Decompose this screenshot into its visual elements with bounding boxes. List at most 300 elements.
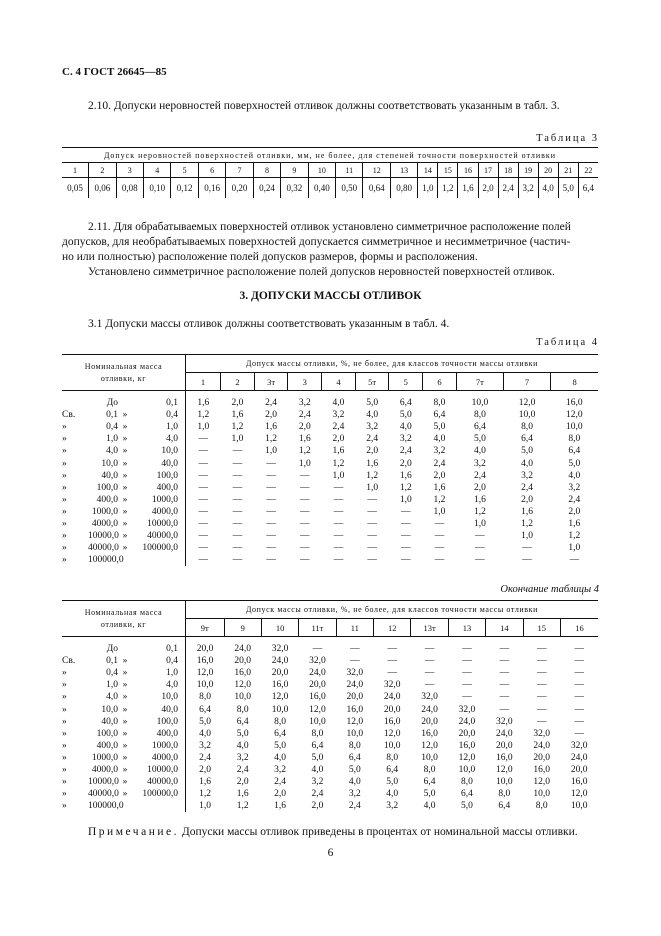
tolerance-cell: 6,4: [433, 410, 446, 421]
tolerance-cell: 2,4: [366, 434, 379, 445]
tolerance-cell: 24,0: [271, 656, 289, 667]
tolerance-cell: 20,0: [309, 680, 326, 691]
mass-range-cell: [62, 655, 186, 667]
table3-col-header: 12: [363, 163, 390, 178]
table-row: [62, 703, 598, 715]
mass-range-part: 10,0: [101, 458, 118, 469]
mass-range-part: »: [122, 704, 128, 715]
tolerance-cell: —: [536, 656, 547, 667]
mass-range-cell: [62, 457, 186, 469]
mass-range-part: 100000,0: [142, 543, 178, 554]
mass-range-cell: [62, 482, 186, 494]
tolerance-cell: 10,0: [458, 764, 476, 775]
tolerance-cell: —: [333, 543, 344, 554]
page-number: 6: [327, 847, 334, 859]
tolerance-cell: —: [536, 668, 547, 679]
table-row: [62, 728, 598, 740]
mass-range-cell: [62, 530, 186, 542]
tolerance-cell: —: [424, 644, 435, 655]
table4b-class-header: 15: [523, 619, 560, 637]
tolerance-cell: —: [367, 531, 377, 542]
table3-col-header: 6: [198, 163, 225, 178]
tolerance-cell: 12,0: [496, 764, 513, 775]
table4-class-header: 5: [389, 373, 423, 391]
tolerance-cell: 2,4: [521, 482, 533, 493]
tolerance-cell: —: [198, 531, 209, 542]
tolerance-cell: 16,0: [533, 764, 550, 775]
mass-range-cell: [62, 542, 186, 554]
tolerance-cell: —: [232, 506, 243, 517]
note-text: Допуски массы отливок приведены в процентах от номинальной массы отливки.: [181, 826, 578, 838]
tolerance-cell: 1,6: [197, 398, 210, 409]
tolerance-cell: 16,0: [309, 692, 326, 703]
tolerance-cell: 3,2: [199, 740, 211, 751]
tolerance-cell: 3,2: [366, 422, 379, 433]
tolerance-cell: 5,0: [461, 801, 473, 812]
table3-cell: 0,16: [198, 178, 225, 199]
tolerance-cell: —: [536, 644, 547, 655]
tolerance-cell: 1,6: [231, 410, 244, 421]
mass-range-part: »: [122, 494, 128, 505]
mass-range-part: 10,0: [161, 692, 178, 703]
tolerance-cell: —: [350, 644, 360, 655]
tolerance-cell: —: [462, 692, 472, 703]
tolerance-cell: 1,0: [521, 531, 533, 542]
mass-range-part: 1000,0: [151, 740, 178, 751]
table-row: [62, 667, 598, 679]
tolerance-cell: 4,0: [348, 777, 361, 788]
tolerance-cell: 5,0: [399, 410, 412, 421]
tolerance-cell: 2,0: [568, 506, 581, 517]
tolerance-cell: 24,0: [570, 752, 588, 763]
table3-col-header: 1: [62, 163, 89, 178]
table4-name-header-line2: отливки, кг: [100, 373, 147, 383]
tolerance-cell: 24,0: [346, 680, 364, 691]
tolerance-cell: —: [300, 482, 310, 493]
mass-range-part: 100,0: [156, 716, 178, 727]
tolerance-cell: —: [232, 458, 243, 469]
tolerance-cell: —: [198, 482, 209, 493]
mass-range-part: 40,0: [101, 470, 118, 481]
tolerance-cell: 6,4: [568, 446, 581, 457]
mass-range-part: »: [62, 494, 67, 505]
table4b-class-header: 11: [336, 619, 373, 637]
note-label: Примечание.: [88, 826, 179, 838]
tolerance-cell: —: [232, 543, 243, 554]
tolerance-cell: —: [266, 555, 276, 566]
tolerance-cell: —: [475, 543, 485, 554]
table-row: [62, 445, 598, 457]
tolerance-cell: 6,4: [399, 398, 412, 409]
mass-range-cell: [62, 518, 186, 530]
table4-class-header: 7т: [456, 373, 503, 391]
table4b-class-header: 9: [224, 619, 261, 637]
tolerance-cell: 1,2: [298, 446, 311, 457]
tolerance-cell: —: [266, 470, 276, 481]
mass-range-part: 400,0: [96, 740, 118, 751]
tolerance-cell: 24,0: [309, 668, 326, 679]
tolerance-cell: 24,0: [458, 716, 476, 727]
tolerance-cell: —: [387, 656, 397, 667]
tolerance-cell: 24,0: [533, 740, 550, 751]
tolerance-cell: 2,4: [265, 398, 278, 409]
tolerance-cell: 2,4: [399, 446, 412, 457]
table3-cell: 0,40: [308, 178, 335, 199]
mass-range-part: »: [122, 458, 128, 469]
tolerance-cell: 3,2: [348, 789, 361, 800]
tolerance-cell: 20,0: [383, 704, 401, 715]
tolerance-cell: —: [574, 668, 584, 679]
tolerance-cell: —: [333, 531, 344, 542]
tolerance-cell: 4,0: [386, 789, 399, 800]
mass-range-part: 10000,0: [147, 764, 178, 775]
tolerance-cell: 10,0: [421, 752, 438, 763]
mass-range-cell: [62, 637, 186, 656]
table-4: [62, 354, 598, 566]
table3-cell: 0,64: [363, 178, 390, 199]
tolerance-cell: 2,0: [274, 789, 286, 800]
tolerance-cell: 12,0: [309, 704, 326, 715]
mass-range-part: 0,1: [106, 410, 118, 421]
mass-range-part: »: [122, 764, 128, 775]
tolerance-cell: —: [232, 531, 243, 542]
tolerance-cell: —: [266, 482, 276, 493]
table4b-class-header: 9т: [186, 619, 225, 637]
mass-range-part: 40,0: [161, 704, 178, 715]
tolerance-cell: 1,0: [197, 422, 210, 433]
tolerance-cell: 3,2: [399, 434, 412, 445]
table-row: [62, 655, 598, 667]
mass-range-part: »: [62, 434, 67, 445]
paragraph-2-10: 2.10. Допуски неровностей поверхностей отливок должны соответствовать указанным в табл. 3.: [88, 100, 560, 112]
tolerance-cell: 4,0: [423, 801, 436, 812]
table3-col-header: 16: [458, 163, 478, 178]
table-row: [62, 433, 598, 445]
tolerance-cell: 16,0: [383, 716, 401, 727]
mass-range-part: 400,0: [96, 494, 118, 505]
table3-col-header: 19: [518, 163, 538, 178]
mass-range-cell: [62, 752, 186, 764]
tolerance-cell: 1,2: [332, 458, 345, 469]
mass-range-part: 4000,0: [91, 518, 118, 529]
table3-cell: 1,6: [458, 178, 478, 199]
tolerance-cell: 4,0: [199, 728, 211, 739]
mass-range-part: »: [62, 692, 67, 703]
mass-range-part: »: [122, 752, 128, 763]
tolerance-cell: 4,0: [332, 398, 345, 409]
tolerance-cell: 5,0: [199, 716, 211, 727]
mass-range-part: »: [62, 764, 67, 775]
table4b-name-header-line1: Номинальная масса: [84, 607, 163, 617]
mass-range-part: »: [122, 531, 128, 542]
tolerance-cell: —: [232, 555, 243, 566]
mass-range-part: До: [106, 644, 118, 655]
tolerance-cell: 8,0: [199, 692, 211, 703]
tolerance-cell: 1,2: [399, 482, 412, 493]
tolerance-cell: 8,0: [521, 422, 533, 433]
table-row: [62, 716, 598, 728]
tolerance-cell: —: [424, 668, 435, 679]
table3-cell: 0,08: [116, 178, 143, 199]
table3-col-header: 11: [336, 163, 363, 178]
tolerance-cell: 1,6: [399, 470, 412, 481]
mass-range-cell: [62, 764, 186, 776]
mass-range-cell: [62, 703, 186, 715]
tolerance-cell: 8,0: [423, 764, 436, 775]
page-header: С. 4 ГОСТ 26645—85: [62, 66, 167, 78]
mass-range-part: »: [62, 470, 67, 481]
mass-range-part: 0,1: [106, 656, 118, 667]
mass-range-part: »: [122, 777, 128, 788]
mass-range-part: 10,0: [101, 704, 118, 715]
table3-col-header: 14: [418, 163, 438, 178]
tolerance-cell: 1,2: [568, 531, 581, 542]
mass-range-part: »: [62, 801, 67, 812]
tolerance-cell: 5,0: [236, 728, 249, 739]
mass-range-part: »: [62, 446, 67, 457]
tolerance-cell: 32,0: [383, 680, 401, 691]
tolerance-cell: —: [499, 668, 510, 679]
table3-cell: 0,06: [89, 178, 116, 199]
tolerance-cell: 5,0: [274, 740, 286, 751]
tolerance-cell: 2,0: [236, 777, 249, 788]
mass-range-part: 1000,0: [91, 506, 118, 517]
tolerance-cell: 2,0: [298, 422, 311, 433]
mass-range-part: 100,0: [96, 728, 118, 739]
tolerance-cell: 8,0: [568, 434, 581, 445]
tolerance-cell: —: [300, 494, 310, 505]
mass-range-part: »: [122, 789, 128, 800]
tolerance-cell: —: [367, 506, 377, 517]
tolerance-cell: 2,4: [473, 470, 486, 481]
table3-col-header: 20: [538, 163, 558, 178]
tolerance-cell: —: [367, 494, 377, 505]
mass-range-cell: [62, 679, 186, 691]
table3-col-header: 10: [308, 163, 335, 178]
tolerance-cell: 1,6: [274, 801, 286, 812]
paragraph-3-1: 3.1 Допуски массы отливок должны соответствовать указанным в табл. 4.: [88, 318, 450, 330]
mass-range-part: 1,0: [106, 434, 118, 445]
tolerance-cell: 5,0: [366, 398, 379, 409]
tolerance-cell: —: [462, 668, 472, 679]
table3-col-header: 21: [558, 163, 578, 178]
tolerance-cell: 2,4: [433, 458, 446, 469]
tolerance-cell: 12,0: [196, 668, 214, 679]
tolerance-cell: 4,0: [311, 764, 324, 775]
tolerance-cell: —: [266, 543, 276, 554]
tolerance-cell: 32,0: [570, 740, 588, 751]
mass-range-part: До: [106, 398, 118, 409]
tolerance-cell: —: [198, 446, 209, 457]
mass-range-part: »: [122, 506, 128, 517]
tolerance-cell: 1,0: [366, 482, 379, 493]
tolerance-cell: —: [198, 555, 209, 566]
tolerance-cell: 1,0: [433, 506, 446, 517]
tolerance-cell: 1,2: [433, 494, 446, 505]
tolerance-cell: —: [574, 680, 584, 691]
tolerance-cell: —: [266, 518, 276, 529]
mass-range-part: 100000,0: [142, 789, 178, 800]
tolerance-cell: 2,4: [199, 752, 211, 763]
mass-range-cell: [62, 740, 186, 752]
table3-cell: 1,2: [438, 178, 458, 199]
tolerance-cell: —: [300, 555, 310, 566]
tolerance-cell: 1,2: [236, 801, 249, 812]
mass-range-cell: [62, 554, 186, 566]
table-row: [62, 530, 598, 542]
tolerance-cell: 8,0: [386, 752, 399, 763]
tolerance-cell: 1,6: [199, 777, 211, 788]
paragraph-2-11-line4: Установлено симметричное расположение полей допусков неровностей поверхностей отливок.: [88, 266, 555, 278]
tolerance-cell: 6,4: [473, 422, 486, 433]
table3-cell: 2,0: [478, 178, 498, 199]
tolerance-cell: —: [424, 680, 435, 691]
tolerance-cell: 1,2: [265, 434, 278, 445]
tolerance-cell: 5,0: [386, 777, 399, 788]
tolerance-cell: —: [522, 555, 532, 566]
tolerance-cell: —: [536, 716, 547, 727]
tolerance-cell: 1,6: [265, 422, 278, 433]
tolerance-cell: —: [401, 506, 411, 517]
tolerance-cell: —: [434, 543, 445, 554]
tolerance-cell: 6,4: [199, 704, 211, 715]
tolerance-cell: —: [475, 531, 485, 542]
tolerance-cell: —: [462, 644, 472, 655]
mass-range-part: »: [122, 716, 128, 727]
tolerance-cell: —: [312, 644, 323, 655]
tolerance-cell: —: [401, 543, 411, 554]
tolerance-cell: 1,6: [366, 458, 379, 469]
tolerance-cell: 10,0: [346, 728, 364, 739]
mass-range-cell: [62, 776, 186, 788]
mass-range-part: 1,0: [166, 422, 178, 433]
tolerance-cell: —: [536, 692, 547, 703]
mass-range-part: 40000,0: [88, 543, 119, 554]
table3-cell: 0,24: [253, 178, 280, 199]
tolerance-cell: —: [475, 555, 485, 566]
tolerance-cell: —: [434, 518, 445, 529]
table-row: [62, 506, 598, 518]
tolerance-cell: 12,0: [421, 740, 438, 751]
paragraph-2-11-line1: 2.11. Для обрабатываемых поверхностей отливок установлено симметричное расположение полей: [88, 221, 571, 233]
tolerance-cell: 16,0: [196, 656, 214, 667]
mass-range-part: »: [62, 728, 67, 739]
mass-range-part: »: [122, 422, 128, 433]
tolerance-cell: 3,2: [433, 446, 446, 457]
mass-range-part: »: [62, 482, 67, 493]
table-row: [62, 764, 598, 776]
mass-range-part: 4,0: [166, 680, 178, 691]
table3-cell: 0,50: [336, 178, 363, 199]
table3-col-header: 2: [89, 163, 116, 178]
mass-range-part: »: [122, 410, 128, 421]
table3-cell: 0,80: [390, 178, 417, 199]
table4-name-header-line1: Номинальная масса: [84, 361, 163, 371]
tolerance-cell: 10,0: [570, 801, 588, 812]
tolerance-cell: 6,4: [521, 434, 533, 445]
tolerance-cell: 6,4: [274, 728, 286, 739]
mass-range-part: 40000,0: [147, 531, 178, 542]
tolerance-cell: 2,4: [332, 422, 345, 433]
tolerance-cell: 32,0: [271, 644, 289, 655]
tolerance-cell: 20,0: [196, 644, 214, 655]
mass-range-part: 1,0: [106, 680, 118, 691]
tolerance-cell: 4,0: [399, 422, 412, 433]
mass-range-part: »: [62, 680, 67, 691]
mass-range-part: »: [122, 668, 128, 679]
tolerance-cell: 3,2: [568, 482, 581, 493]
mass-range-part: 40,0: [101, 716, 118, 727]
tolerance-cell: —: [300, 518, 310, 529]
tolerance-cell: 1,0: [231, 434, 244, 445]
tolerance-cell: 1,6: [298, 434, 311, 445]
tolerance-cell: 2,0: [399, 458, 412, 469]
table3-caption: Таблица 3: [536, 133, 599, 144]
mass-range-cell: [62, 506, 186, 518]
tolerance-cell: 1,0: [332, 470, 345, 481]
tolerance-cell: 20,0: [234, 656, 251, 667]
table4b-name-header-line2: отливки, кг: [100, 619, 147, 629]
mass-range-part: 4,0: [106, 692, 118, 703]
mass-range-cell: [62, 494, 186, 506]
mass-range-cell: [62, 445, 186, 457]
tolerance-cell: 6,4: [236, 716, 249, 727]
table-row: [62, 788, 598, 800]
tolerance-cell: 20,0: [496, 740, 513, 751]
mass-range-part: 10000,0: [88, 777, 119, 788]
mass-range-part: 4,0: [106, 446, 118, 457]
paragraph-2-11-line3: но или полностью) расположение полей допусков размеров, формы и расположения.: [62, 251, 478, 263]
tolerance-cell: —: [333, 518, 344, 529]
tolerance-cell: 1,0: [298, 458, 311, 469]
tolerance-cell: 2,0: [265, 410, 278, 421]
table-row: [62, 482, 598, 494]
mass-range-part: 10,0: [161, 446, 178, 457]
mass-range-part: »: [62, 789, 67, 800]
tolerance-cell: 16,0: [346, 704, 364, 715]
tolerance-cell: —: [198, 518, 209, 529]
tolerance-cell: —: [434, 531, 445, 542]
tolerance-cell: 5,0: [568, 458, 581, 469]
table4-class-header: 3: [288, 373, 322, 391]
tolerance-cell: 1,0: [265, 446, 278, 457]
tolerance-cell: 5,0: [433, 422, 446, 433]
tolerance-cell: —: [333, 555, 344, 566]
table-row: [62, 494, 598, 506]
mass-range-part: 100,0: [96, 482, 118, 493]
tolerance-cell: —: [198, 470, 209, 481]
mass-range-part: 4,0: [166, 434, 178, 445]
tolerance-cell: 24,0: [383, 692, 401, 703]
tolerance-cell: 20,0: [346, 692, 364, 703]
table-row: [62, 637, 598, 656]
table3-col-header: 13: [390, 163, 417, 178]
mass-range-part: 0,4: [166, 410, 178, 421]
tolerance-cell: —: [424, 656, 435, 667]
mass-range-cell: [62, 470, 186, 482]
mass-range-part: »: [62, 668, 67, 679]
tolerance-cell: —: [198, 434, 209, 445]
mass-range-part: »: [62, 506, 67, 517]
mass-range-part: »: [122, 656, 128, 667]
tolerance-cell: —: [574, 716, 584, 727]
table-row: [62, 679, 598, 691]
tolerance-cell: —: [462, 656, 472, 667]
tolerance-cell: —: [499, 644, 510, 655]
table3-title: Допуск неровностей поверхностей отливки, мм, не более, для степеней точности поверхностей отливки: [62, 148, 598, 163]
tolerance-cell: 1,2: [199, 789, 211, 800]
tolerance-cell: 24,0: [234, 644, 251, 655]
